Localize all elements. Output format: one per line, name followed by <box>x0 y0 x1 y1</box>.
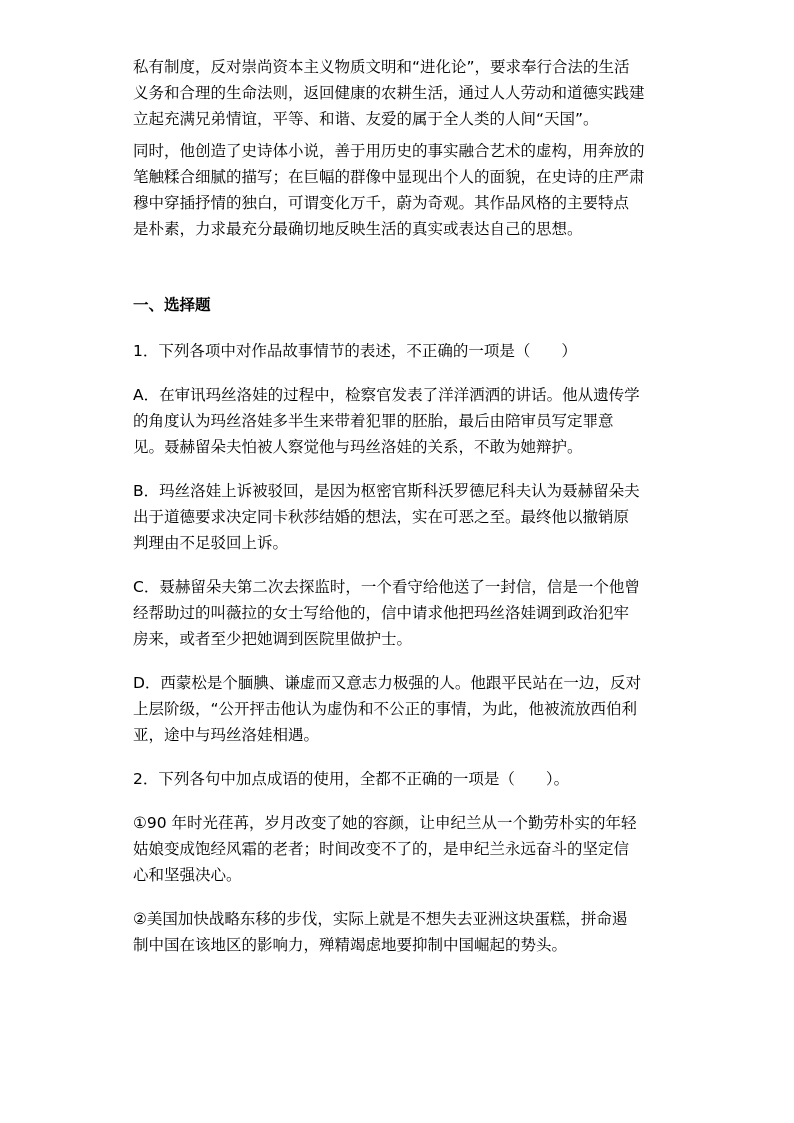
document-page <box>133 54 663 958</box>
question-1-option-d: D．西蒙松是个腼腆、谦虚而又意志力极强的人。他跟平民站在一边，反对 上层阶级，“公开抨击他认为虚伪和不公正的事情，为此，他被流放西伯利 亚，途中与玛丝洛娃相遇。 <box>133 674 641 744</box>
question-2-stem: 2．下列各句中加点成语的使用，全都不正确的一项是（ ）。 <box>133 770 570 788</box>
intro-paragraph-1: 私有制度，反对崇尚资本主义物质文明和“进化论”，要求奉行合法的生活 义务和合理的生命法则，返回健康的农耕生活，通过人人劳动和道德实践建 立起充满兄弟情谊，平等、和谐、友爱的属于全人类的人间“天国”。 <box>133 58 645 128</box>
question-1-option-c: C．聂赫留朵夫第二次去探监时，一个看守给他送了一封信，信是一个他曾 经帮助过的叫薇拉的女士写给他的，信中请求他把玛丝洛娃调到政治犯牢 房来，或者至少把她调到医院里做护士。 <box>133 578 640 648</box>
section-title: 一、选择题 <box>133 296 211 314</box>
question-2-sentence-2: ②美国加快战略东移的步伐，实际上就是不想失去亚洲这块蛋糕，拼命遏 制中国在该地区的影响力，殚精竭虑地要抑制中国崛起的势头。 <box>133 910 628 954</box>
question-1-option-a: A．在审讯玛丝洛娃的过程中，检察官发表了洋洋洒洒的讲话。他从遗传学 的角度认为玛丝洛娃多半生来带着犯罪的胚胎，最后由陪审员写定罪意 见。聂赫留朵夫怕被人察觉他与玛丝洛娃的关系，不敢为她辩护。 <box>133 386 640 456</box>
intro-paragraph-2: 同时，他创造了史诗体小说，善于用历史的事实融合艺术的虚构，用奔放的 笔触糅合细腻的描写；在巨幅的群像中显现出个人的面貌，在史诗的庄严肃 穆中穿插抒情的独白，可谓变化万千，蔚为奇观。其作品风格的主要特点 是朴素，力求最充分最确切地反映生活的真实或表达自己的思想。 <box>133 142 645 238</box>
question-1-option-b: B．玛丝洛娃上诉被驳回，是因为枢密官斯科沃罗德尼科夫认为聂赫留朵夫 出于道德要求决定同卡秋莎结婚的想法，实在可恶之至。最终他以撤销原 判理由不足驳回上诉。 <box>133 482 640 552</box>
question-1-stem: 1．下列各项中对作品故事情节的表述，不正确的一项是（ ） <box>133 342 577 360</box>
question-2-sentence-1: ①90 年时光荏苒，岁月改变了她的容颜，让申纪兰从一个勤劳朴实的年轻 姑娘变成饱经风霜的老者；时间改变不了的，是申纪兰永远奋斗的坚定信 心和坚强决心。 <box>133 814 637 884</box>
